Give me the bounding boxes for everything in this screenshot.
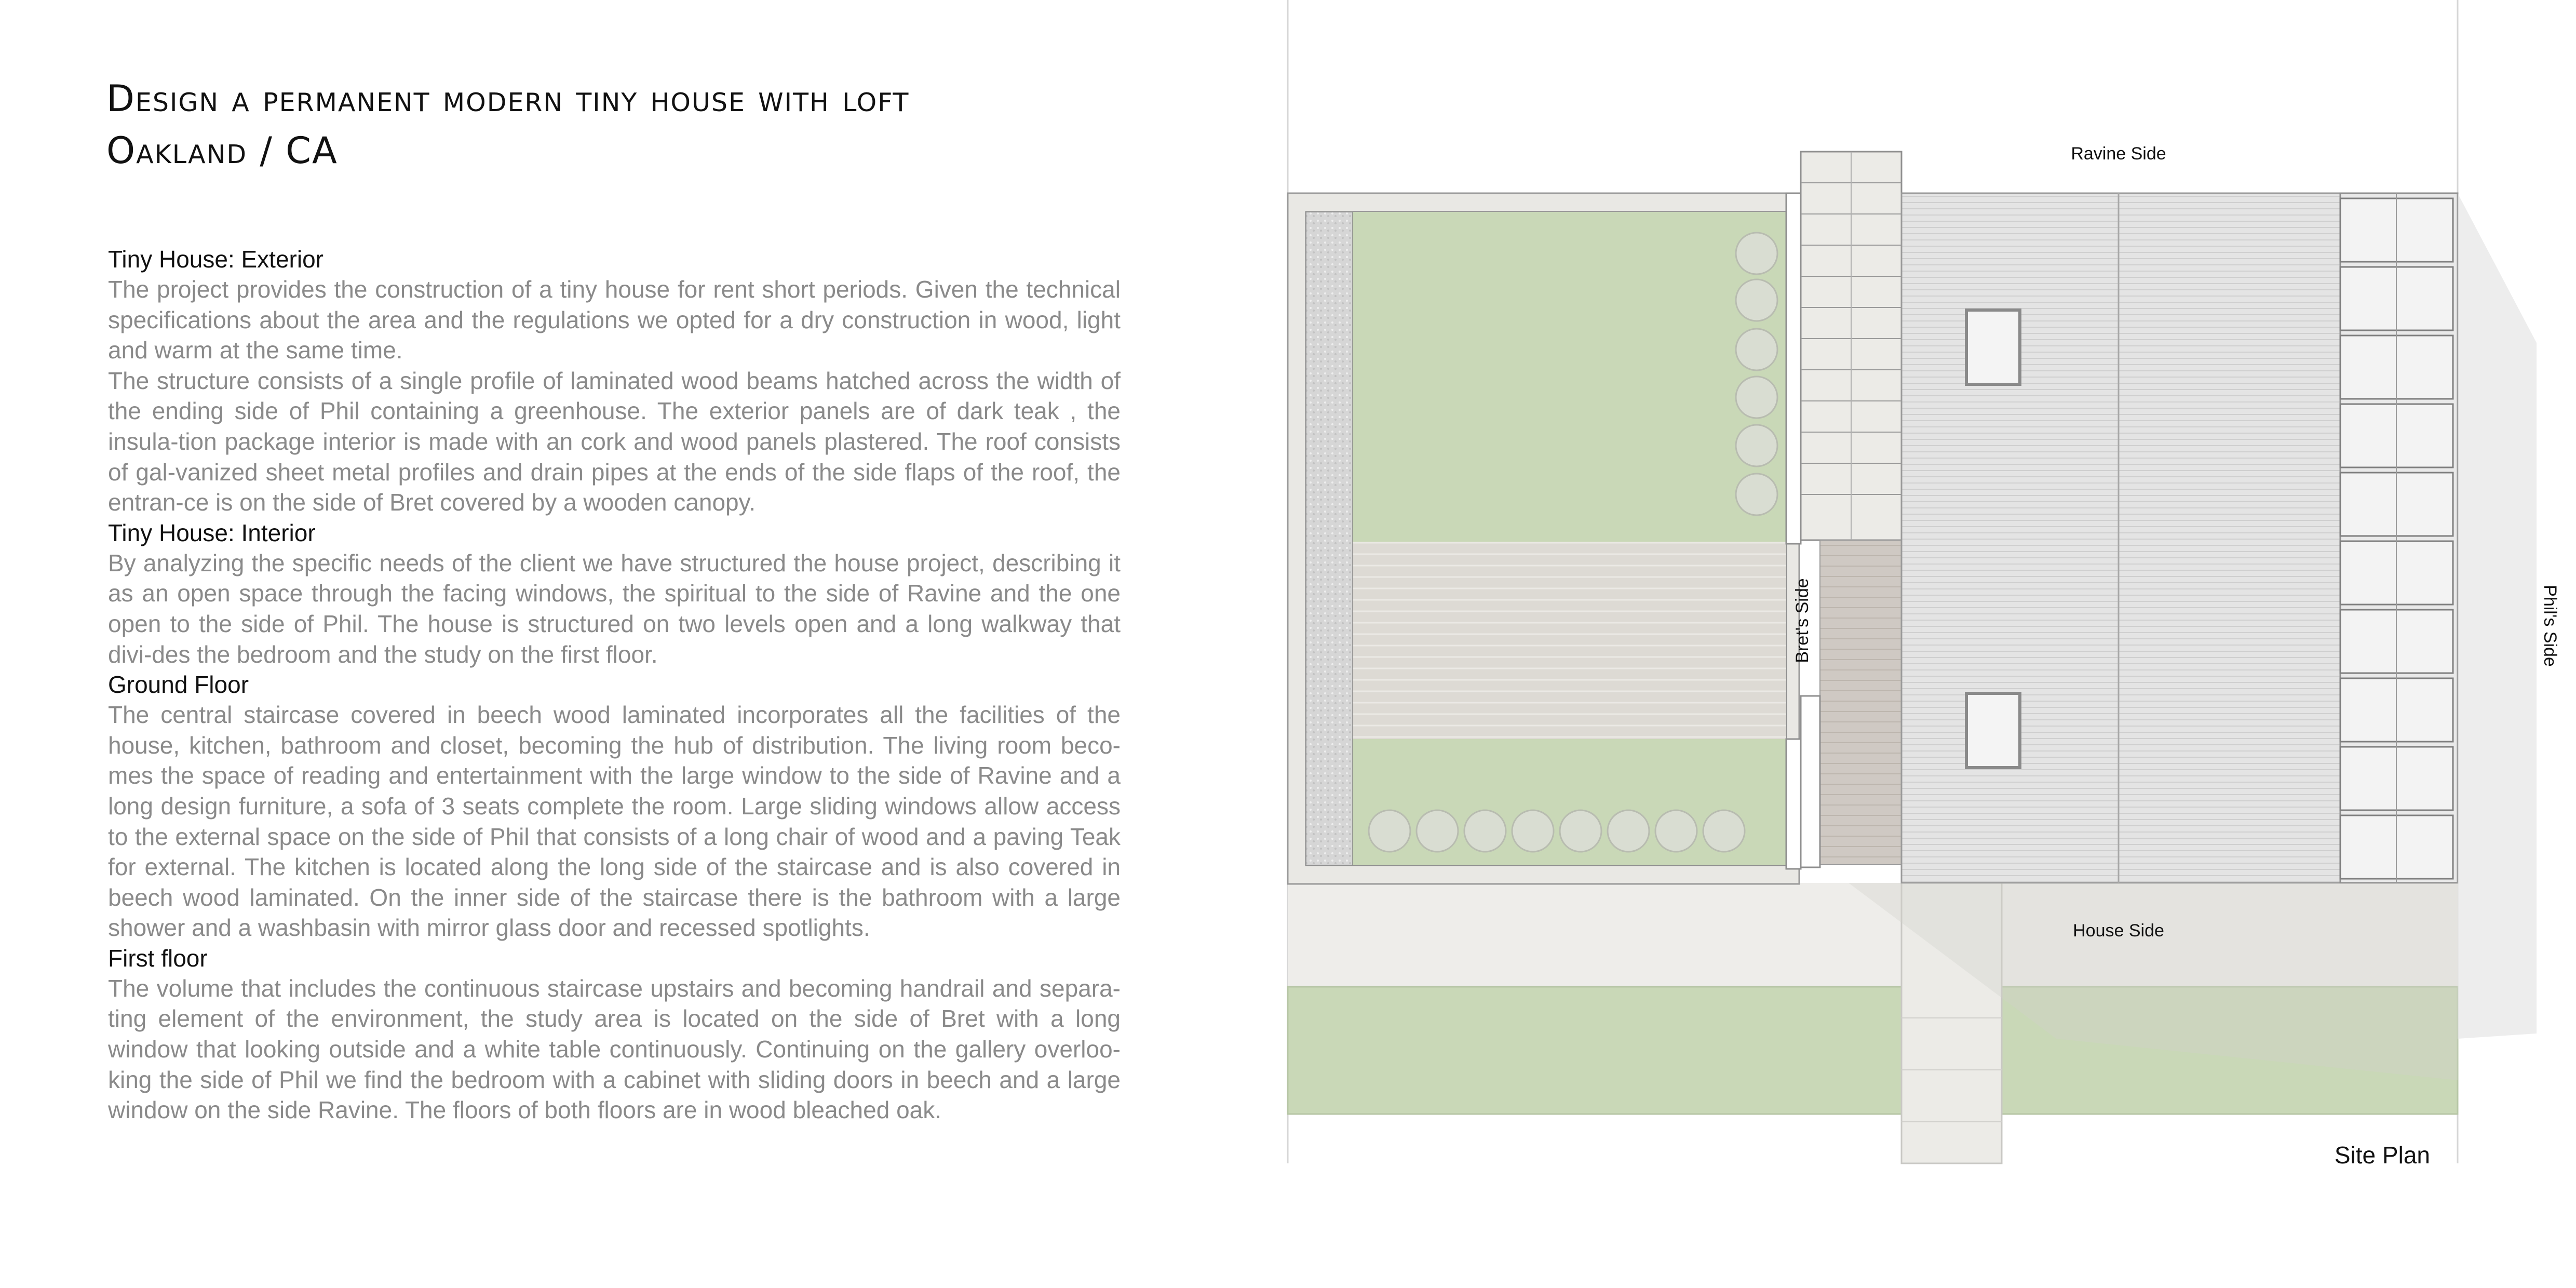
section-heading-ground-floor: Ground Floor (108, 671, 249, 699)
skylight-bottom (1966, 693, 2020, 768)
page-title: Design a permanent modern tiny house with loft (106, 77, 910, 120)
label-phils-side: Phil's Side (2540, 585, 2560, 667)
gravel-strip (1306, 212, 1353, 865)
skylight-top (1966, 310, 2020, 384)
canopy-post-bottom (1786, 739, 1801, 869)
teak-deck (1353, 542, 1786, 739)
site-plan-caption: Site Plan (2334, 1142, 2430, 1169)
paragraph-first-floor: The volume that includes the continuous staircase upstairs and becoming handrail and separa-ting element of the environment, the study area is located on the side of Bret with a long window that looking outside and a white table continuously. Continuing on the gallery overloo-king the side of Phil we find the bedroom with a cabinet with sliding doors in beech and a large window on the side Ravine. The floors of both floors are in wood bleached oak. (108, 974, 1121, 1124)
label-house-side: House Side (2073, 921, 2164, 941)
house-roof (1901, 193, 2340, 883)
upper-lawn (1353, 212, 1786, 542)
paragraph-exterior-2: The structure consists of a single profile of laminated wood beams hatched across the width of the ending side of Phil containing a greenhouse. The exterior panels are of dark teak , the insula-tion package interior is made with an cork and wood panels plastered. The roof consists of gal-vanized sheet metal profiles and drain pipes at the ends of the side flaps of the roof, the entran-ce is on the side of Bret covered by a wooden canopy. (108, 367, 1121, 516)
section-heading-exterior: Tiny House: Exterior (108, 246, 323, 273)
paragraph-interior: By analyzing the specific needs of the client we have structured the house project, describing it as an open space through the facing windows, the spiritual to the side of Ravine and the one open to the side of Phil. The house is structured on two levels open and a long walkway that divi-des the bedroom and the study on the first floor. (108, 549, 1121, 668)
section-heading-interior: Tiny House: Interior (108, 519, 316, 546)
paragraph-ground-floor: The central staircase covered in beech wood laminated incorporates all the facilities of the house, kitchen, bathroom and closet, becoming the hub of distribution. The living room beco-mes the space of reading and entertainment with the large window to the side of Ravine and a long design furniture, a sofa of 3 seats complete the room. Large sliding windows allow access to the external space on the side of Phil that consists of a long chair of wood and a paving Teak for external. The kitchen is located along the long side of the staircase and is also covered in beech wood laminated. On the inner side of the staircase there is the bathroom with a large shower and a washbasin with mirror glass door and recessed spotlights. (108, 701, 1121, 942)
section-heading-first-floor: First floor (108, 944, 208, 972)
canopy-post-top (1786, 193, 1801, 544)
entrance-stair (1820, 540, 1901, 865)
label-brets-side: Bret's Side (1792, 578, 1812, 663)
paragraph-exterior-1: The project provides the construction of a tiny house for rent short periods. Given the technical specifications about the area and the regulations we opted for a dry construction in wood, light and warm at the same time. (108, 276, 1121, 364)
page-subtitle: Oakland / CA (106, 129, 338, 172)
cast-shadow (2458, 193, 2537, 1039)
entrance-landing (1801, 696, 1820, 867)
label-ravine-side: Ravine Side (2071, 144, 2166, 164)
